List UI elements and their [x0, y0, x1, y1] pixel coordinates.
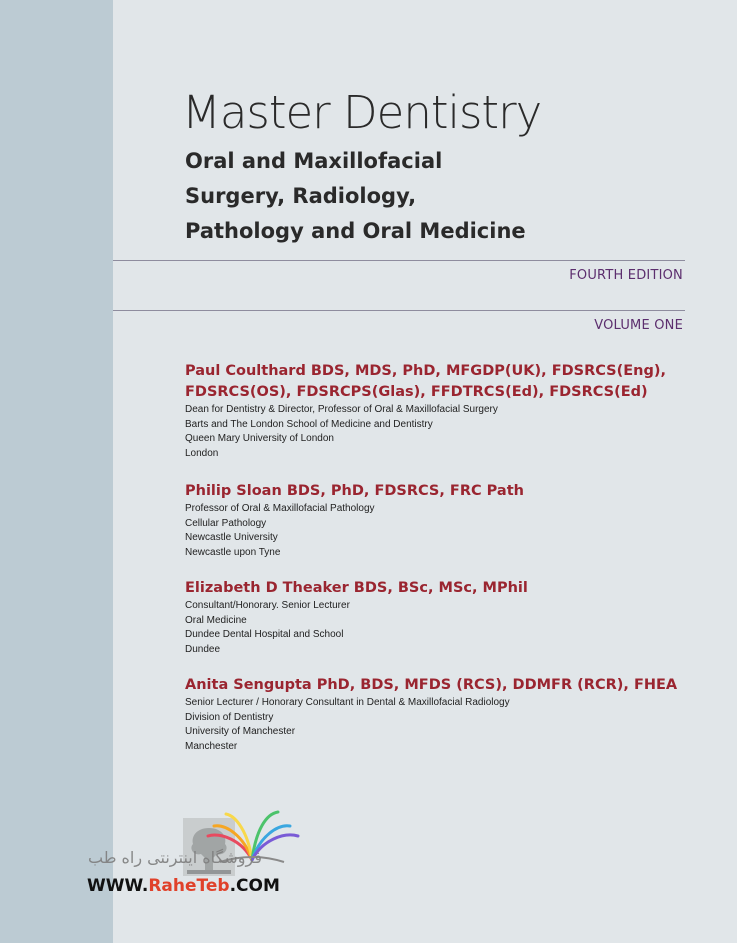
- author-block: [185, 578, 705, 657]
- author-block: [185, 481, 705, 560]
- url-prefix: WWW.: [87, 876, 149, 896]
- subtitle-line: Oral and Maxillofacial: [185, 149, 443, 173]
- author-name: FDSRCS(OS), FDSRCPS(Glas), FFDTRCS(Ed), FDSRCS(Ed): [185, 384, 648, 400]
- author-affiliation: University of Manchester: [185, 726, 296, 737]
- author-affiliation: Dundee: [185, 643, 221, 655]
- author-affiliation: Manchester: [185, 740, 238, 752]
- author-name: Philip Sloan BDS, PhD, FDSRCS, FRC Path: [185, 483, 524, 499]
- author-affiliation: Barts and The London School of Medicine and Dentistry: [185, 418, 433, 430]
- watermark-persian-text: فروشگاه اینترنتی راه طب: [88, 848, 262, 867]
- author-affiliation: Professor of Oral & Maxillofacial Pathology: [185, 503, 375, 514]
- author-affiliation: Cellular Pathology: [185, 517, 267, 529]
- series-title: Master Dentistry: [182, 86, 542, 139]
- edition-label: FOURTH EDITION: [569, 268, 683, 283]
- author-affiliation: Newcastle University: [185, 532, 278, 543]
- subtitle-line: Surgery, Radiology,: [185, 184, 417, 208]
- divider-rule: [113, 260, 685, 261]
- author-affiliation: Oral Medicine: [185, 614, 247, 626]
- author-affiliation: Dean for Dentistry & Director, Professor of Oral & Maxillofacial Surgery: [185, 404, 498, 415]
- author-name: Elizabeth D Theaker BDS, BSc, MSc, MPhil: [185, 580, 528, 596]
- author-block: [185, 675, 705, 754]
- author-affiliation: Queen Mary University of London: [185, 433, 334, 444]
- author-affiliation: Division of Dentistry: [185, 711, 274, 723]
- divider-rule: [113, 310, 685, 311]
- author-block: [185, 361, 705, 461]
- book-subtitle: [185, 144, 705, 249]
- url-suffix: .COM: [229, 876, 280, 896]
- author-name: Paul Coulthard BDS, MDS, PhD, MFGDP(UK), FDSRCS(Eng),: [185, 363, 666, 379]
- author-affiliation: Dundee Dental Hospital and School: [185, 629, 344, 640]
- author-affiliation: Consultant/Honorary. Senior Lecturer: [185, 600, 350, 611]
- author-name: Anita Sengupta PhD, BDS, MFDS (RCS), DDMFR (RCR), FHEA: [185, 677, 678, 693]
- author-affiliation: Newcastle upon Tyne: [185, 546, 281, 558]
- author-affiliation: London: [185, 447, 219, 459]
- watermark-url[interactable]: [87, 876, 280, 896]
- spine-band: [0, 0, 113, 943]
- subtitle-line: Pathology and Oral Medicine: [185, 219, 526, 243]
- author-affiliation: Senior Lecturer / Honorary Consultant in Dental & Maxillofacial Radiology: [185, 697, 510, 708]
- url-brand: RaheTeb: [148, 876, 230, 896]
- volume-label: VOLUME ONE: [594, 318, 683, 333]
